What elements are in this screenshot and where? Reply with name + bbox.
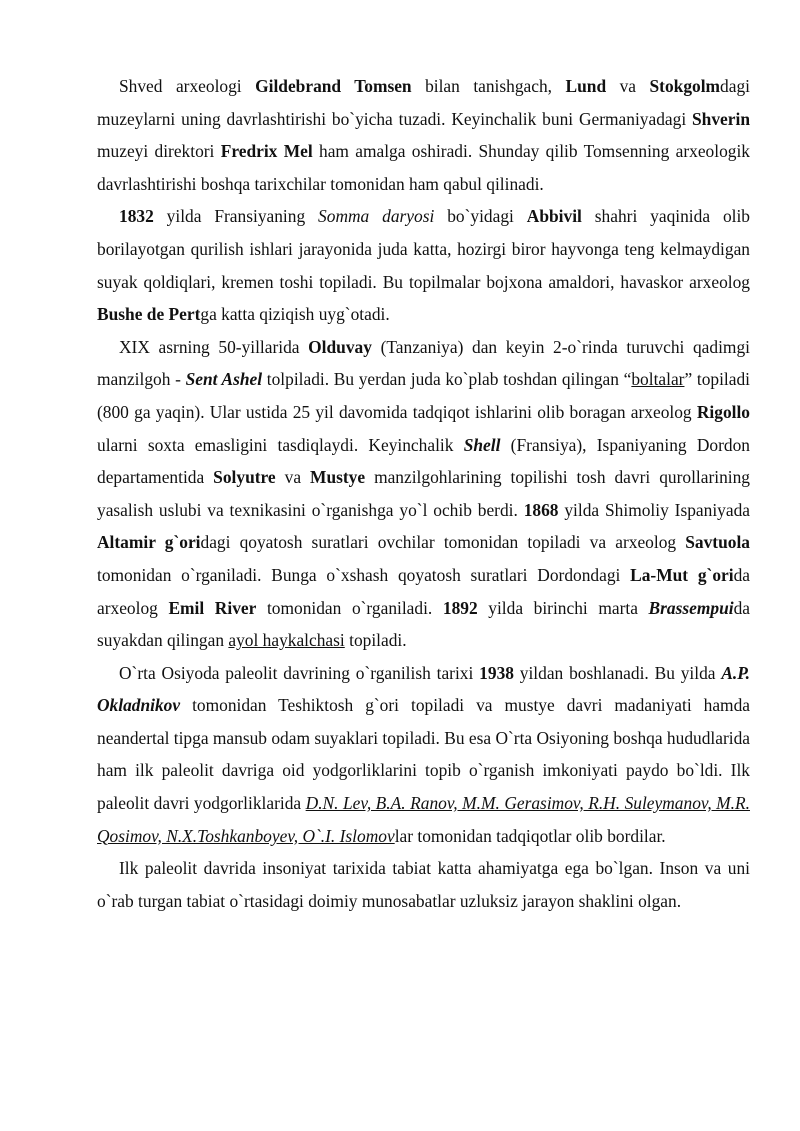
text-run: Ilk paleolit davrida insoniyat tarixida tabiat katta ahamiyatga ega bo`lgan. Inson va uni o`rab turgan tabiat o`rtasidagi doimiy munosabatlar uzluksiz jarayon shaklini olgan.: [97, 858, 750, 911]
text-run: tomonidan o`rganiladi. Bunga o`xshash qoyatosh suratlari Dordondagi: [97, 564, 631, 585]
text-run: ” topiladi (800 ga yaqin). Ular ustida 25 yil davomida tadqiqot ishlarini olib boragan arxeolog: [97, 369, 750, 422]
emphasized-text: Bushe de Pert: [97, 304, 201, 325]
emphasized-text: Somma daryosi: [318, 206, 435, 227]
emphasized-text: Lund: [565, 76, 607, 96]
text-run: va: [606, 76, 650, 96]
text-run: muzeyi direktori: [97, 141, 221, 162]
emphasized-text: A.P. Okladnikov: [97, 662, 751, 716]
emphasized-text: Mustye: [310, 467, 366, 488]
text-run: bilan tanishgach,: [411, 76, 566, 96]
text-run: yilda birinchi marta: [477, 597, 649, 618]
text-run: yilda Shimoliy Ispaniyada: [558, 499, 750, 520]
text-run: (Tanzaniya) dan keyin 2-o`rinda turuvchi qadimgi manzilgoh -: [97, 336, 750, 390]
text-run: ga katta qiziqish uyg`otadi.: [200, 304, 390, 325]
text-run: tomonidan Teshiktosh g`ori topiladi va mustye davri madaniyati hamda neandertal tipga mansub odam suyaklari topiladi. Bu esa O`rta Osiyoning boshqa hududlarida ham ilk paleolit davriga oid yodgorliklarini topib o`rganish imkoniyati paydo bo`ldi. Ilk paleolit davri yodgorliklarida: [97, 695, 750, 814]
emphasized-text: Altamir g`ori: [97, 532, 201, 553]
text-run: ularni soxta emasligini tasdiqlaydi. Keyinchalik: [97, 434, 464, 455]
paragraph-central-asia: [97, 657, 750, 853]
text-run: lar tomonidan tadqiqotlar olib bordilar.: [394, 825, 666, 846]
text-run: ham amalga oshiradi. Shunday qilib Tomsenning arxeologik davrlashtirishi boshqa tarixchilar tomonidan ham qabul qilinadi.: [97, 141, 750, 194]
text-run: va: [275, 467, 311, 488]
emphasized-text: Fredrix Mel: [220, 141, 313, 162]
emphasized-text: 1892: [442, 597, 478, 618]
emphasized-text: Olduvay: [308, 336, 372, 357]
text-run: dagi qoyatosh suratlari ovchilar tomonidan topiladi va arxeolog: [200, 532, 686, 553]
text-run: da suyakdan qilingan: [97, 597, 750, 651]
paragraph-abbivil: [97, 200, 750, 330]
text-run: da arxeolog: [97, 564, 751, 618]
emphasized-text: La-Mut g`ori: [630, 564, 734, 585]
paragraph-sent-ashel: [97, 331, 750, 657]
emphasized-text: Shell: [463, 434, 501, 455]
text-run: (Fransiya), Ispaniyaning Dordon departamentida: [97, 434, 750, 488]
text-run: O`rta Osiyoda paleolit davrining o`rganilish tarixi: [119, 662, 480, 683]
text-run: yildan boshlanadi. Bu yilda: [513, 662, 722, 683]
emphasized-text: Solyutre: [213, 467, 276, 488]
emphasized-text: 1832: [119, 206, 154, 227]
text-run: tomonidan o`rganiladi.: [256, 597, 443, 618]
emphasized-text: ayol haykalchasi: [228, 630, 345, 651]
emphasized-text: Shverin: [692, 108, 750, 129]
emphasized-text: D.N. Lev, B.A. Ranov, M.M. Gerasimov, R.H. Suleymanov, M.R. Qosimov, N.X.Toshkanboyev, O`.I. Islomov: [97, 793, 750, 846]
text-run: yilda Fransiyaning: [153, 206, 319, 227]
text-run: manzilgohlarining topilishi tosh davri qurollarining yasalish uslubi va texnikasini o`rganishga yo`l ochib berdi.: [97, 467, 750, 520]
text-run: Shved arxeologi: [119, 76, 256, 96]
emphasized-text: Gildebrand Tomsen: [255, 76, 412, 96]
text-run: dagi muzeylarni uning davrlashtirishi bo`yicha tuzadi. Keyinchalik buni Germaniyadagi: [97, 76, 750, 129]
emphasized-text: Brassempui: [648, 597, 734, 618]
paragraph-nature: [97, 852, 750, 917]
text-run: tolpiladi. Bu yerdan juda ko`plab toshdan qilingan “: [262, 369, 632, 390]
emphasized-text: 1938: [479, 662, 514, 683]
emphasized-text: boltalar: [631, 369, 685, 390]
emphasized-text: Emil River: [168, 597, 257, 618]
text-run: shahri yaqinida olib borilayotgan qurilish ishlari jarayonida juda katta, hozirgi biror hayvonga teng kelmaydigan suyak qoldiqlari, kremen toshi topiladi. Bu topilmalar bojxona amaldori, havaskor arxeolog: [97, 206, 750, 292]
text-run: bo`yidagi: [434, 206, 527, 227]
emphasized-text: Stokgolm: [649, 76, 721, 96]
emphasized-text: 1868: [523, 499, 559, 520]
text-run: XIX asrning 50-yillarida: [119, 336, 309, 357]
emphasized-text: Sent Ashel: [185, 369, 263, 390]
paragraph-tomsen: [97, 70, 750, 200]
emphasized-text: Rigollo: [696, 401, 750, 422]
emphasized-text: Savtuola: [685, 532, 750, 553]
text-run: topiladi.: [344, 630, 407, 651]
emphasized-text: Abbivil: [526, 206, 582, 227]
document-body: [97, 70, 750, 917]
